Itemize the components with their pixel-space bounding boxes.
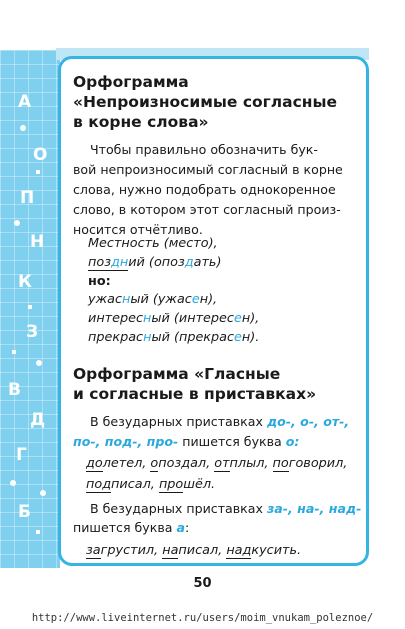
section1-rule-line: слово, в котором этот согласный произ- <box>73 202 341 217</box>
example-text: писал, <box>111 477 159 492</box>
decorative-square <box>12 350 16 354</box>
prefix: про <box>158 477 184 492</box>
prefix: за <box>86 543 101 558</box>
section2-title-line2: и согласные в приставках» <box>73 385 317 403</box>
decorative-square <box>36 170 40 174</box>
highlight-letters: н <box>143 311 152 326</box>
example-text: ать) <box>193 255 222 270</box>
strip-letter: К <box>18 272 32 292</box>
example-text: кусить. <box>251 543 302 558</box>
strip-letter: Г <box>16 445 27 465</box>
section2-rule2-line1 <box>90 499 380 520</box>
decorative-dot <box>36 360 42 366</box>
root: опоз <box>153 255 185 270</box>
prefix: о <box>150 456 159 471</box>
rule-text: пишется буква <box>178 434 286 449</box>
root: поз <box>88 255 112 270</box>
root: мест <box>168 236 201 251</box>
decorative-letter-strip <box>0 50 60 568</box>
contrast-word: но: <box>88 274 111 289</box>
rule-text: В безударных приставках <box>90 501 267 516</box>
decorative-dot <box>10 480 16 486</box>
example-line <box>86 474 215 496</box>
example-text: ность ( <box>121 236 169 251</box>
root: прекрас <box>88 330 144 345</box>
prefix-list: за-, на-, над- <box>266 501 362 516</box>
root: ужас <box>88 292 122 307</box>
section1-title-line2: «Непроизносимые согласные <box>73 93 337 111</box>
strip-letter: В <box>8 380 21 400</box>
section2-rule1-line1 <box>90 412 380 433</box>
section1-rule-line: Чтобы правильно обозначить бук- <box>90 142 318 157</box>
highlight-letters: д <box>184 255 194 270</box>
prefix-list: по-, под-, про- <box>73 434 179 449</box>
highlight-letters: е <box>191 292 200 307</box>
example-line <box>88 234 218 253</box>
strip-letter: Б <box>18 502 31 522</box>
prefix: от <box>214 456 230 471</box>
section2-rule2-line2 <box>73 518 363 539</box>
example-text: ий ( <box>128 255 154 270</box>
prefix-list: до-, о-, от-, <box>266 414 350 429</box>
example-text: н), <box>241 311 260 326</box>
example-line <box>86 453 347 475</box>
root: Мест <box>88 236 122 251</box>
decorative-dot <box>14 220 20 226</box>
example-line <box>88 290 217 309</box>
section1-title-line3: в корне слова» <box>73 113 209 131</box>
strip-letter: Н <box>30 232 45 252</box>
section1-rule-line: слова, нужно подобрать однокоренное <box>73 182 336 197</box>
prefix: по <box>272 456 289 471</box>
highlight-letters: е <box>234 330 242 345</box>
prefix: под <box>86 477 112 492</box>
strip-letter: А <box>18 92 32 112</box>
decorative-square <box>28 305 32 309</box>
example-text: летел, <box>102 456 151 471</box>
example-line <box>88 309 259 328</box>
example-text: говорил, <box>288 456 348 471</box>
decorative-dot <box>40 490 46 496</box>
strip-letter: П <box>20 188 35 208</box>
example-text: н), <box>199 292 218 307</box>
example-text: писал, <box>178 543 227 558</box>
rule-text: В безударных приставках <box>90 414 267 429</box>
target-letter: о: <box>285 434 300 449</box>
example-text: грустил, <box>100 543 163 558</box>
target-letter: а <box>176 520 185 535</box>
section1-rule-line: носится отчётливо. <box>73 222 203 237</box>
example-line <box>88 328 259 347</box>
prefix: до <box>86 456 103 471</box>
example-line <box>86 540 301 562</box>
highlight-letters: н <box>143 330 152 345</box>
page-number: 50 <box>193 576 212 591</box>
example-text: поздал, <box>158 456 215 471</box>
prefix: над <box>226 543 252 558</box>
example-text: н). <box>241 330 260 345</box>
highlight-letters: дн <box>111 255 129 270</box>
example-line <box>88 253 221 272</box>
section1-title-line1: Орфограмма <box>73 73 189 91</box>
strip-letter: Д <box>30 410 46 430</box>
strip-letter: О <box>33 145 48 165</box>
example-text: ый (интерес <box>151 311 234 326</box>
root: интерес <box>88 311 144 326</box>
example-text: о), <box>200 236 218 251</box>
strip-letter: З <box>26 322 39 342</box>
source-url: http://www.liveinternet.ru/users/moim_vnukam_poleznoe/ <box>31 612 374 624</box>
prefix: на <box>162 543 179 558</box>
decorative-square <box>36 530 40 534</box>
rule-text: пишется буква <box>73 520 177 535</box>
section2-title-line1: Орфограмма «Гласные <box>73 365 281 383</box>
section1-rule-line: вой непроизносимый согласный в корне <box>73 162 343 177</box>
example-text: плыл, <box>229 456 273 471</box>
rule-text: : <box>185 520 190 535</box>
highlight-letters: н <box>121 292 131 307</box>
section2-rule1-line2 <box>73 432 363 453</box>
decorative-dot <box>20 125 26 131</box>
example-text: шёл. <box>183 477 216 492</box>
example-text: ый (прекрас <box>151 330 235 345</box>
highlight-letters: е <box>233 311 242 326</box>
example-text: ый (ужас <box>130 292 192 307</box>
